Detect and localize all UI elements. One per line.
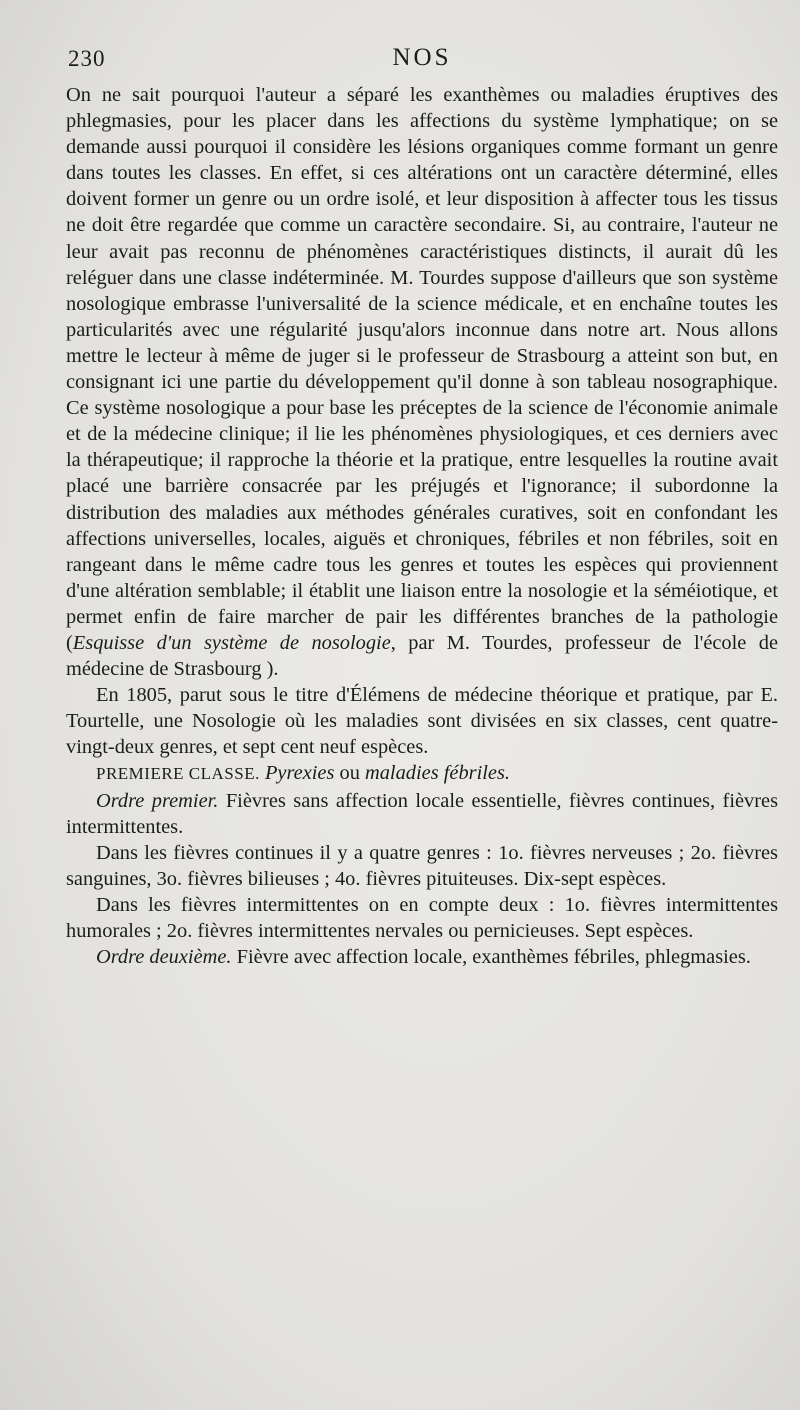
order-label: Ordre premier. — [96, 789, 219, 812]
class-label: PREMIERE CLASSE. — [96, 764, 260, 784]
paragraph-text: Dans les fièvres continues il y a quatre genres : 1o. fièvres nerveuses ; 2o. fièvres sanguines, 3o. fièvres bilieuses ; 4o. fièvres pituiteuses. Dix-sept espèces. — [66, 841, 778, 890]
paragraph — [66, 892, 778, 944]
order-label: Ordre deuxième. — [96, 946, 232, 969]
body-text — [66, 82, 778, 970]
paragraph-text: Fièvre avec affection locale, exanthèmes fébriles, phlegmasies. — [236, 946, 751, 969]
paragraph — [66, 840, 778, 892]
italic-title: Esquisse d'un système de nosologie — [72, 631, 391, 654]
paragraph-text: On ne sait pourquoi l'auteur a séparé les exanthèmes ou maladies éruptives des phlegmasies, pour les placer dans les affections du système lymphatique; on se demande aussi pourquoi il considère les lésions organiques comme formant un genre dans toutes les classes. En effet, si ces altérations ont un caractère déterminé, elles doivent former un genre ou un ordre isolé, et leur disposition à affecter tous les tissus ne doit être regardée que comme un caractère secondaire. Si, au contraire, l'auteur ne leur avait pas reconnu de phénomènes caractéristiques distincts, il aurait dû les reléguer dans une classe indéterminée. M. Tourdes suppose d'ailleurs que son système nosologique embrasse l'universalité de la science médicale, et en enchaîne toutes les particularités avec une régularité jusqu'alors inconnue dans notre art. Nous allons mettre le lecteur à même de juger si le professeur de Strasbourg a atteint son but, en consignant ici une partie du développement qu'il donne à son tableau nosographique. Ce système nosologique a pour base les préceptes de la science de l'économie animale et de la médecine clinique; il lie les phénomènes physiologiques, et ces derniers avec la thérapeutique; il rapproche la théorie et la pratique, entre lesquelles la routine avait placé une barrière consacrée par les préjugés et l'ignorance; il subordonne la distribution des maladies aux méthodes générales curatives, soit en confondant les affections universelles, locales, aiguës et chroniques, fébriles et non fébriles, soit en rangeant dans le même cadre tous les genres et toutes les espèces qui proviennent d'une altération semblable; il établit une liaison entre la nosologie et la séméiotique, et permet enfin de faire marcher de pair les différentes branches de la pathologie ( — [66, 84, 778, 654]
order-paragraph — [66, 788, 778, 840]
class-heading — [66, 760, 778, 787]
class-name: Pyrexies — [264, 762, 335, 785]
page-number: 230 — [68, 46, 106, 71]
paragraph-text: En 1805, parut sous le titre d'Élémens de médecine théorique et pratique, par E. Tourtelle, une Nosologie où les maladies sont divisées en six classes, cent quatre-vingt-deux genres, et sept cent neuf espèces. — [66, 684, 778, 759]
paragraph — [66, 682, 778, 760]
running-head — [66, 44, 778, 82]
running-title: NOS — [392, 44, 452, 71]
paragraph-text: Fièvres sans affection locale essentielle, fièvres continues, fièvres intermittentes. — [66, 789, 779, 838]
paragraph — [66, 82, 778, 682]
class-connector: ou — [339, 762, 360, 785]
paragraph-text: Dans les fièvres intermittentes on en compte deux : 1o. fièvres intermittentes humorales ; 2o. fièvres intermittentes nervales ou pernicieuses. Sept espèces. — [66, 893, 778, 942]
paragraph-text-end: , par M. Tourdes, professeur de l'école de médecine de Strasbourg ). — [66, 631, 778, 681]
order-paragraph — [66, 944, 778, 970]
class-name-alt: maladies fébriles. — [365, 762, 511, 785]
